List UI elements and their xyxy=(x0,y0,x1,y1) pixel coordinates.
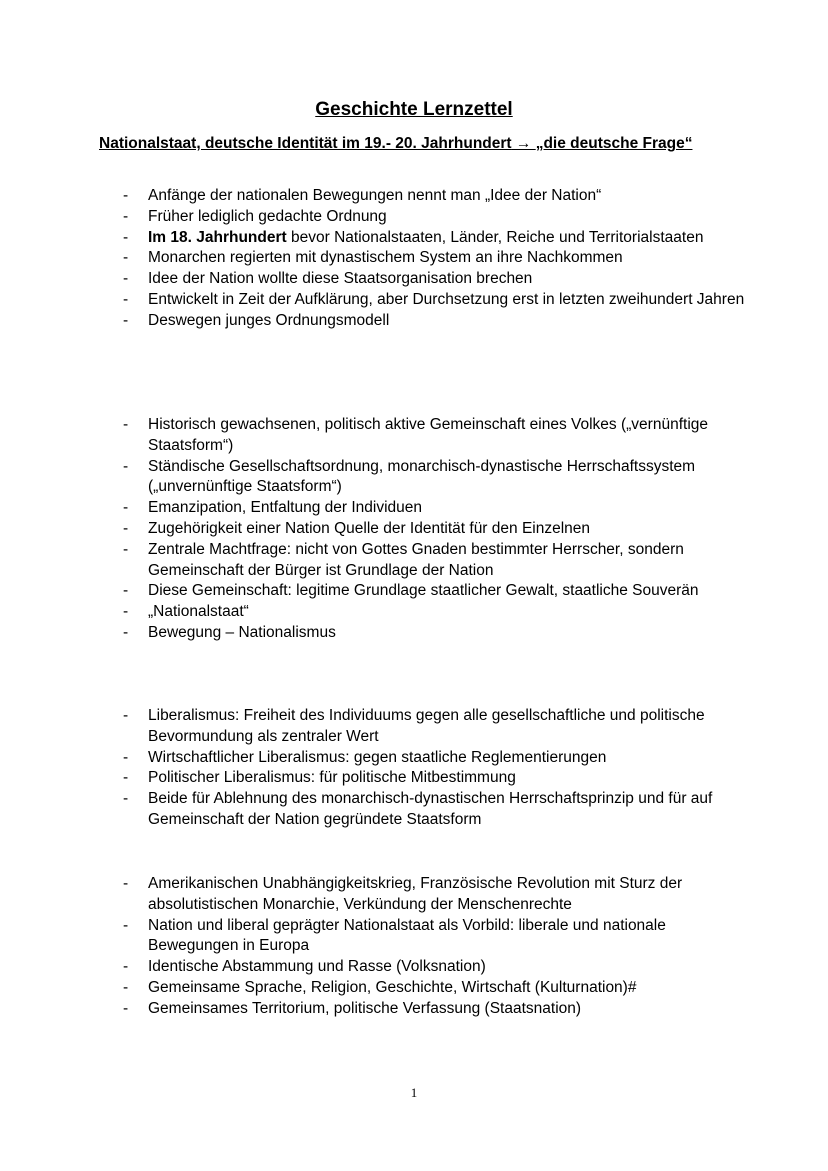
list-item-text: Liberalismus: Freiheit des Individuums gegen alle gesellschaftliche und politische Bevormundung als zentraler Wert xyxy=(148,707,705,745)
page-title: Geschichte Lernzettel xyxy=(315,99,513,120)
bullet-dash-icon: - xyxy=(123,249,129,267)
bullet-dash-icon: - xyxy=(123,519,129,537)
bullet-dash-icon: - xyxy=(123,457,129,475)
list-item xyxy=(120,269,760,290)
list-item-text: Wirtschaftlicher Liberalismus: gegen staatliche Reglementierungen xyxy=(148,748,607,766)
bullet-dash-icon: - xyxy=(123,416,129,433)
bullet-list-2 xyxy=(120,415,760,644)
list-item-text: Früher lediglich gedachte Ordnung xyxy=(148,207,387,225)
list-item-text: bevor Nationalstaaten, Länder, Reiche und Territorialstaaten xyxy=(286,228,704,246)
list-item xyxy=(120,999,760,1020)
bullet-dash-icon: - xyxy=(123,311,129,329)
list-item-text: Politischer Liberalismus: für politische Mitbestimmung xyxy=(148,769,516,787)
list-item xyxy=(120,311,760,332)
list-item xyxy=(120,602,760,623)
bullet-dash-icon: - xyxy=(123,207,129,225)
bullet-dash-icon: - xyxy=(123,623,129,641)
bullet-list-1 xyxy=(120,186,760,332)
list-item xyxy=(120,498,760,519)
list-item-text: Monarchen regierten mit dynastischem System an ihre Nachkommen xyxy=(148,249,623,267)
list-item-text: Zentrale Machtfrage: nicht von Gottes Gnaden bestimmter Herrscher, sondern Gemeinschaft der Bürger ist Grundlage der Nation xyxy=(148,540,684,579)
list-item xyxy=(120,248,760,269)
list-item-text: Nation und liberal geprägter Nationalstaat als Vorbild: liberale und nationale Bewegungen in Europa xyxy=(148,916,666,955)
list-item-text: Diese Gemeinschaft: legitime Grundlage staatlicher Gewalt, staatliche Souverän xyxy=(148,582,699,600)
list-item-text: Historisch gewachsenen, politisch aktive Gemeinschaft eines Volkes („vernünftige Staatsform“) xyxy=(148,416,708,454)
list-item xyxy=(120,978,760,999)
list-item-text: Zugehörigkeit einer Nation Quelle der Identität für den Einzelnen xyxy=(148,519,591,537)
bullet-dash-icon: - xyxy=(123,582,129,600)
section-heading-tail: „die deutsche Frage“ xyxy=(535,135,693,152)
list-item-text: Identische Abstammung und Rasse (Volksnation) xyxy=(148,958,486,976)
list-item xyxy=(120,874,760,916)
bullet-list-4 xyxy=(120,874,760,1020)
list-item-text: Bewegung – Nationalismus xyxy=(148,623,336,641)
list-item-text: Anfänge der nationalen Bewegungen nennt man „Idee der Nation“ xyxy=(148,187,602,204)
list-item xyxy=(120,916,760,958)
bullet-dash-icon: - xyxy=(123,603,129,621)
bullet-dash-icon: - xyxy=(123,270,129,288)
list-item xyxy=(120,290,760,311)
bullet-dash-icon: - xyxy=(123,748,129,766)
bullet-dash-icon: - xyxy=(123,290,129,308)
list-item xyxy=(120,457,760,499)
section-heading-text: Nationalstaat, deutsche Identität im 19.- 20. Jahrhundert xyxy=(99,135,512,152)
list-item xyxy=(120,519,760,540)
list-item-text: Idee der Nation wollte diese Staatsorganisation brechen xyxy=(148,270,533,288)
list-item-text: „Nationalstaat“ xyxy=(148,603,249,621)
list-item xyxy=(120,186,760,207)
list-item-text: Gemeinsames Territorium, politische Verfassung (Staatsnation) xyxy=(148,999,582,1017)
bullet-dash-icon: - xyxy=(123,875,129,892)
list-item-text: Gemeinsame Sprache, Religion, Geschichte, Wirtschaft (Kulturnation)# xyxy=(148,978,637,996)
list-item-emphasis: Im 18. Jahrhundert xyxy=(148,228,287,246)
bullet-dash-icon: - xyxy=(123,707,129,724)
bullet-dash-icon: - xyxy=(123,540,129,558)
list-item-text: Emanzipation, Entfaltung der Individuen xyxy=(148,499,423,517)
bullet-list-3 xyxy=(120,706,760,831)
bullet-dash-icon: - xyxy=(123,187,129,204)
list-item-text: Ständische Gesellschaftsordnung, monarchisch-dynastische Herrschaftssystem („unvernünftige Staatsform“) xyxy=(148,457,696,496)
list-item-text: Beide für Ablehnung des monarchisch-dynastischen Herrschaftsprinzip und für auf Gemeinschaft der Nation gegründete Staatsform xyxy=(148,790,713,828)
list-item-text: Entwickelt in Zeit der Aufklärung, aber Durchsetzung erst in letzten zweihundert Jahren xyxy=(148,290,745,308)
bullet-dash-icon: - xyxy=(123,499,129,517)
section-heading xyxy=(99,134,699,154)
bullet-dash-icon: - xyxy=(123,228,129,246)
list-item xyxy=(120,415,760,457)
bullet-dash-icon: - xyxy=(123,978,129,996)
arrow-right-icon: → xyxy=(511,135,536,152)
list-item xyxy=(120,706,760,748)
list-item xyxy=(120,207,760,228)
list-item-text: Deswegen junges Ordnungsmodell xyxy=(148,311,390,329)
bullet-dash-icon: - xyxy=(123,999,129,1017)
bullet-dash-icon: - xyxy=(123,958,129,976)
list-item-text: Amerikanischen Unabhängigkeitskrieg, Französische Revolution mit Sturz der absolutistischen Monarchie, Verkündung der Menschenrechte xyxy=(148,875,683,913)
list-item xyxy=(120,623,760,644)
list-item xyxy=(120,581,760,602)
bullet-dash-icon: - xyxy=(123,790,129,808)
list-item xyxy=(120,789,760,831)
list-item xyxy=(120,768,760,789)
bullet-dash-icon: - xyxy=(123,769,129,787)
list-item xyxy=(120,957,760,978)
list-item xyxy=(120,228,760,249)
list-item xyxy=(120,540,760,582)
page-number: 1 xyxy=(410,1085,418,1100)
list-item xyxy=(120,748,760,769)
bullet-dash-icon: - xyxy=(123,916,129,934)
